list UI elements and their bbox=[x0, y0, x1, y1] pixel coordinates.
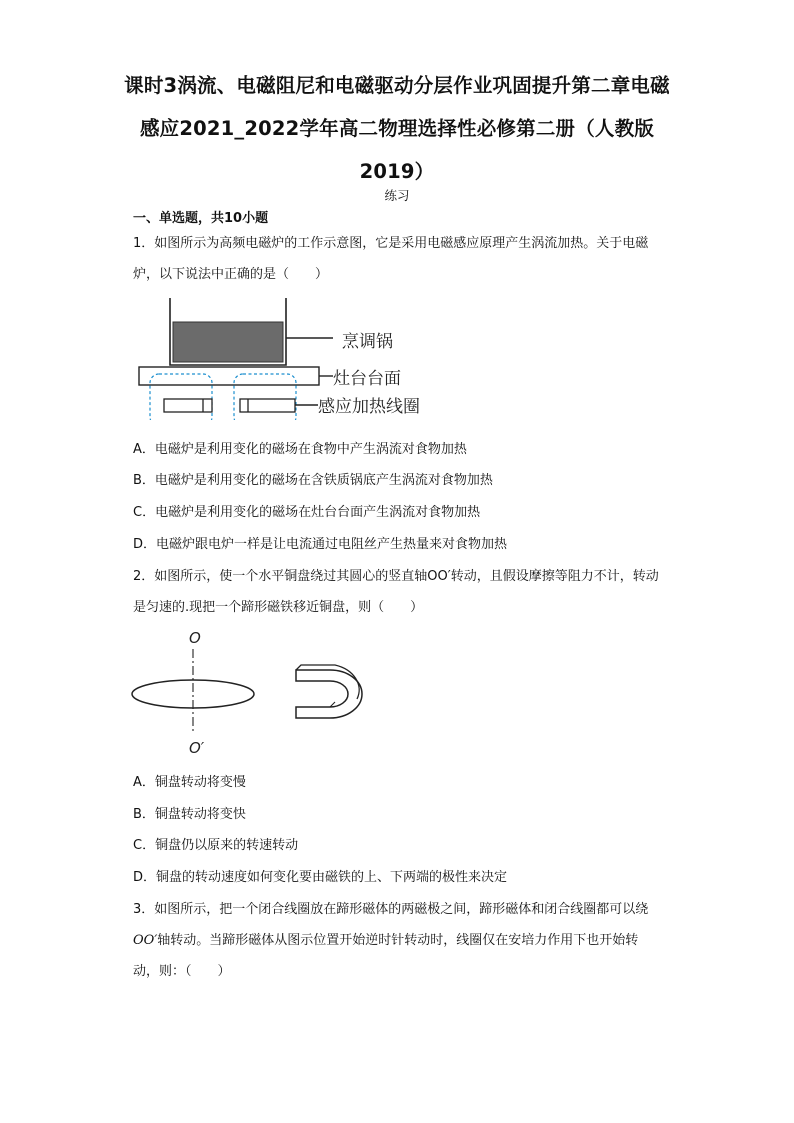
q2-option-c: C．铜盘仍以原来的转速转动 bbox=[133, 838, 299, 853]
label-coil: 感应加热线圈 bbox=[318, 397, 420, 417]
q3-stem-part-1: 3．如图所示，把一个闭合线圈放在蹄形磁体的两磁极之间，蹄形磁体和闭合线圈都可以绕 bbox=[133, 902, 649, 917]
q1-option-a: A．电磁炉是利用变化的磁场在食物中产生涡流对食物加热 bbox=[133, 442, 467, 457]
page-title: 课时3涡流、电磁阻尼和电磁驱动分层作业巩固提升第二章电磁感应2021_2022学年高二物理选择性必修第二册（人教版2019） bbox=[124, 74, 670, 183]
label-o-bottom: O′ bbox=[189, 739, 205, 757]
coil-left bbox=[164, 399, 212, 412]
question-3-stem bbox=[133, 894, 663, 987]
q2-option-b: B．铜盘转动将变快 bbox=[133, 807, 246, 822]
label-pot: 烹调锅 bbox=[342, 332, 393, 352]
section-heading: 一、单选题，共10小题 bbox=[133, 211, 269, 226]
question-2-stem: 2．如图所示，使一个水平铜盘绕过其圆心的竖直轴OO′转动，且假设摩擦等阻力不计，转动是匀速的.现把一个蹄形磁铁移近铜盘，则（ ） bbox=[133, 569, 659, 615]
pot-liquid bbox=[173, 322, 283, 362]
question-1-stem: 1．如图所示为高频电磁炉的工作示意图，它是采用电磁感应原理产生涡流加热。关于电磁炉，以下说法中正确的是（ ） bbox=[133, 236, 649, 282]
horseshoe-magnet bbox=[296, 670, 362, 718]
label-plate: 灶台台面 bbox=[333, 369, 401, 389]
q1-option-b: B．电磁炉是利用变化的磁场在含铁质锅底产生涡流对食物加热 bbox=[133, 473, 493, 488]
label-o-top: O bbox=[189, 629, 201, 647]
q1-option-d: D．电磁炉跟电炉一样是让电流通过电阻丝产生热量来对食物加热 bbox=[133, 537, 508, 552]
q1-option-c: C．电磁炉是利用变化的磁场在灶台台面产生涡流对食物加热 bbox=[133, 505, 481, 520]
page-subtitle: 练习 bbox=[384, 188, 410, 203]
q3-axis-label: OO′ bbox=[133, 933, 158, 948]
q3-stem-part-2: 轴转动。当蹄形磁体从图示位置开始逆时针转动时，线圈仅在安培力作用下也开始转动，则：（ ） bbox=[133, 933, 639, 979]
induction-cooker-diagram bbox=[130, 290, 420, 420]
q2-option-d: D．铜盘的转动速度如何变化要由磁铁的上、下两端的极性来决定 bbox=[133, 870, 508, 885]
copper-disc-diagram bbox=[125, 625, 375, 760]
q2-option-a: A．铜盘转动将变慢 bbox=[133, 775, 246, 790]
